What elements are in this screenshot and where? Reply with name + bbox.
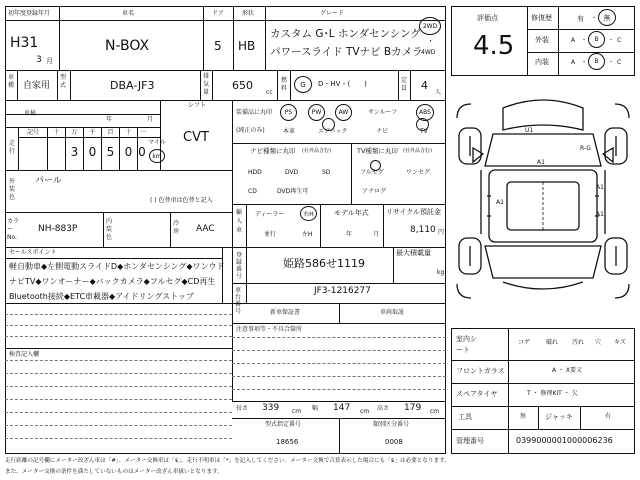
vehicle-name: N-BOX	[105, 38, 150, 54]
steering-left: 左H	[302, 231, 313, 238]
height-label: 高さ	[377, 405, 390, 412]
tv-oneseg: ワンセグ	[406, 169, 431, 176]
import-dealer: ディーラー	[255, 211, 285, 218]
management-label: 管理番号	[456, 437, 484, 445]
seat-tear: 破れ	[546, 339, 559, 346]
interior-seat-label: 室内シート	[456, 335, 477, 354]
model-label: 型式	[60, 74, 67, 89]
interior-color-label: 内装色	[106, 218, 113, 241]
new-car-warranty: 新車保証書	[270, 309, 301, 316]
inspection-year-unit: 年	[106, 116, 113, 123]
plate-value: 姫路586せ1119	[283, 257, 365, 270]
steering-right-circle: 右H	[300, 206, 317, 221]
navi-cd: CD	[248, 188, 257, 195]
model-month-unit: 月	[373, 231, 380, 238]
doors-label: ドア	[212, 10, 224, 17]
length-label: 長さ	[236, 405, 249, 412]
ac-label: 冷房	[173, 220, 180, 235]
navi-sub: (社外品含む)	[302, 148, 331, 154]
repair-label: 修復歴	[531, 14, 552, 22]
tv-fullseg-circle	[370, 160, 381, 171]
sales-line-3: Bluetooth接続◆ETC車載器◆アイドリングストップ	[9, 292, 194, 301]
odo-label: 走行	[9, 140, 16, 155]
odo-digit: 0	[124, 145, 133, 159]
digit-header-3: 千	[89, 129, 96, 136]
interior-grade-a: A	[571, 59, 576, 66]
grade-line1: カスタム G･L ホンダセンシング	[270, 28, 421, 40]
front-glass-label: フロントガラス	[456, 367, 505, 375]
km-circle: km	[149, 149, 165, 163]
height-cm: cm	[430, 408, 440, 415]
front-glass-value: A ・ X要又	[552, 367, 583, 374]
drive-dot: ・	[427, 37, 434, 45]
tools-value: 無	[520, 413, 527, 420]
use-label: 車種	[8, 74, 15, 89]
odo-digit: 5	[106, 145, 115, 159]
caution-label: 注意事項等・不具合箇所	[236, 326, 303, 333]
import-parallel: 並行	[264, 231, 277, 238]
management-value: 0399000001000006236	[516, 436, 613, 445]
length-value: 339	[262, 403, 280, 413]
exterior-grade-c: C	[617, 37, 622, 44]
capacity-label: 定員	[401, 77, 408, 92]
footer-line-1: 走行距離の記号欄にメーター改ざん車は「#」、メーター交換車は「$」、走行不明車は「*」を記入してください。メーター交換で合算表示した場合にも「$」は必要となります。	[5, 458, 450, 464]
equip-tv-circle	[416, 118, 429, 131]
diagram-roof-label: R-G	[580, 145, 591, 152]
tools-label: 工具	[458, 413, 472, 421]
digit-header-5: 十	[125, 129, 132, 136]
odo-digit: 0	[138, 145, 146, 159]
inspection-month-unit: 月	[147, 116, 154, 123]
repair-dot: ・	[591, 15, 598, 22]
exterior-dot-2: ・	[608, 37, 615, 44]
model-value: DBA-JF3	[110, 79, 155, 92]
displacement-value: 650	[232, 79, 253, 92]
import-label: 輸入車	[236, 209, 243, 234]
exterior-grade-a: A	[571, 37, 576, 44]
navi-dvd-play: DVD再生可	[277, 188, 309, 195]
chassis-value: JF3-1216277	[314, 286, 371, 296]
name-label: 車名	[122, 10, 135, 17]
first-reg-era: H31	[10, 35, 39, 51]
width-label: 幅	[312, 405, 319, 412]
fuel-g-circle: G	[294, 76, 312, 93]
interior-dot-2: ・	[608, 59, 615, 66]
fuel-label: 燃料	[281, 77, 288, 92]
width-value: 147	[333, 403, 351, 413]
equip-leather: 本革	[283, 128, 296, 135]
mile-label: マイル	[148, 139, 166, 146]
exterior-note: ( ) 色替車は色替と記入	[150, 197, 213, 204]
manual: 車両取説	[380, 309, 405, 316]
capacity-value: 4	[421, 79, 428, 92]
exterior-grade-label: 外装	[535, 36, 549, 44]
seat-hole: 穴	[595, 339, 602, 346]
repair-none-circle: 無	[598, 9, 616, 26]
exterior-color: パール	[35, 176, 62, 186]
use-value: 自家用	[23, 81, 51, 91]
score-value: 4.5	[473, 31, 515, 61]
spare-tire-value: T ・ 修理KIT ・ 欠	[527, 390, 578, 397]
equip-airbag-circle	[322, 118, 335, 131]
persons-unit: 人	[435, 89, 442, 96]
height-value: 179	[404, 403, 422, 413]
odo-digit: 3	[70, 145, 79, 159]
chassis-label: 車台番号	[235, 287, 242, 315]
type-designation-value: 18656	[276, 438, 299, 446]
model-year-label: モデル年式	[334, 209, 369, 217]
equip-navi: ナビ	[376, 128, 389, 135]
seat-scratch: キズ	[614, 339, 626, 346]
drive-4wd: 4WD	[421, 49, 436, 56]
cc-unit: cc	[266, 89, 273, 96]
navi-sd: SD	[322, 169, 331, 176]
sales-line-2: ナビTV◆ワンオーナー◆バックカメラ◆フルセグ◆CD再生	[9, 277, 216, 286]
displacement-label: 排気量	[203, 73, 210, 96]
spare-tire-label: スペアタイヤ	[456, 390, 498, 398]
equip-ps-circle: PS	[280, 104, 297, 121]
jack-value: 有	[605, 413, 612, 420]
width-cm: cm	[360, 408, 370, 415]
interior-dot-1: ・	[581, 59, 588, 66]
seat-burn: コゲ	[518, 339, 531, 346]
max-load-label: 最大積載量	[396, 249, 431, 257]
sales-points-label: セールスポイント	[9, 249, 57, 256]
tv-sub: (社外品含む)	[403, 148, 432, 154]
first-reg-month: 3	[36, 55, 42, 65]
length-cm: cm	[292, 408, 302, 415]
grade-label: グレード	[320, 10, 345, 17]
navi-label: ナビ種類に丸印	[250, 147, 296, 155]
shape-label: 形状	[242, 10, 255, 17]
diagram-marker-a1: A1	[537, 159, 545, 166]
tv-fullseg: フルセグ	[360, 169, 384, 176]
equip-aw-circle: AW	[335, 104, 352, 121]
digit-header-2: 万	[71, 129, 78, 136]
interior-grade-label: 内装	[535, 58, 549, 66]
color-code-value: NH-883P	[38, 224, 78, 234]
jack-label: ジャッキ	[545, 413, 573, 421]
color-code-label: カラー No.	[7, 218, 20, 241]
drive-2wd-circle: 2WD	[419, 17, 441, 35]
equipment-sub: (純正のみ)	[236, 127, 265, 134]
equip-airbag: エアバック	[318, 128, 348, 135]
inspection-label: 車検	[24, 110, 37, 117]
score-label: 評価点	[477, 14, 498, 22]
first-reg-label: 初年度登録年月	[8, 10, 51, 17]
repair-yes: 有	[577, 15, 584, 23]
recycle-label: リサイクル預託金	[386, 208, 442, 216]
exterior-label: 外装色	[9, 178, 16, 201]
equipment-label: 装備品に丸印	[236, 109, 273, 116]
exterior-dot-1: ・	[581, 37, 588, 44]
registration-label: 登録番号	[236, 252, 243, 280]
ac-value: AAC	[196, 224, 215, 234]
digit-header-6: 一	[139, 129, 146, 136]
sales-line-1: 軽自動車◆左側電動スライドD◆ホンダセンシング◆ワンウド	[9, 262, 225, 271]
diagram-marker-u1: U1	[525, 127, 534, 134]
shape-value: HB	[238, 39, 256, 53]
equip-tv: TV	[420, 128, 428, 135]
footer-line-2: また、メーター交換の条件を満たしていないものはメーター改ざん車扱いとなります。	[5, 469, 223, 475]
tv-analog: アナログ	[362, 188, 387, 195]
equip-pw-circle: PW	[308, 104, 325, 121]
first-reg-month-unit: 月	[46, 57, 53, 65]
seat-stain: 汚れ	[572, 339, 585, 346]
max-load-kg: kg	[437, 269, 445, 276]
interior-grade-c: C	[617, 59, 622, 66]
doors-value: 5	[214, 39, 222, 53]
car-damage-diagram	[451, 84, 635, 324]
shift-label: シフト	[188, 102, 207, 109]
diagram-marker-a1: A1	[596, 211, 604, 218]
type-designation-label: 型式指定番号	[265, 421, 302, 428]
tv-label: TV種類に丸印	[357, 147, 398, 155]
exterior-grade-b-circle: B	[588, 31, 605, 48]
odo-digit: 0	[88, 145, 97, 159]
digit-header-0: 記号	[26, 129, 39, 136]
fuel-rest: D・HV・( )	[318, 80, 367, 88]
navi-hdd: HDD	[248, 169, 262, 176]
diagram-marker-a1: A1	[596, 184, 604, 191]
category-value: 0008	[385, 438, 403, 446]
interior-grade-b-circle: B	[588, 53, 605, 70]
equip-abs-circle: ABS	[416, 104, 434, 121]
inspection-notes-label: 検査記入欄	[9, 351, 40, 358]
model-year-unit: 年	[346, 231, 353, 238]
recycle-value: 8,110	[410, 225, 436, 235]
equip-sunroof: サンルーフ	[368, 109, 398, 116]
navi-dvd: DVD	[285, 169, 299, 176]
diagram-marker-a1: A1	[496, 199, 504, 206]
digit-header-1: 十	[53, 129, 60, 136]
shift-value: CVT	[183, 130, 209, 145]
recycle-yen: 円	[438, 229, 445, 236]
category-label: 類別区分番号	[373, 421, 410, 428]
digit-header-4: 百	[107, 129, 114, 136]
grade-line2: パワースライド TVナビ Bカメラ	[270, 46, 423, 58]
